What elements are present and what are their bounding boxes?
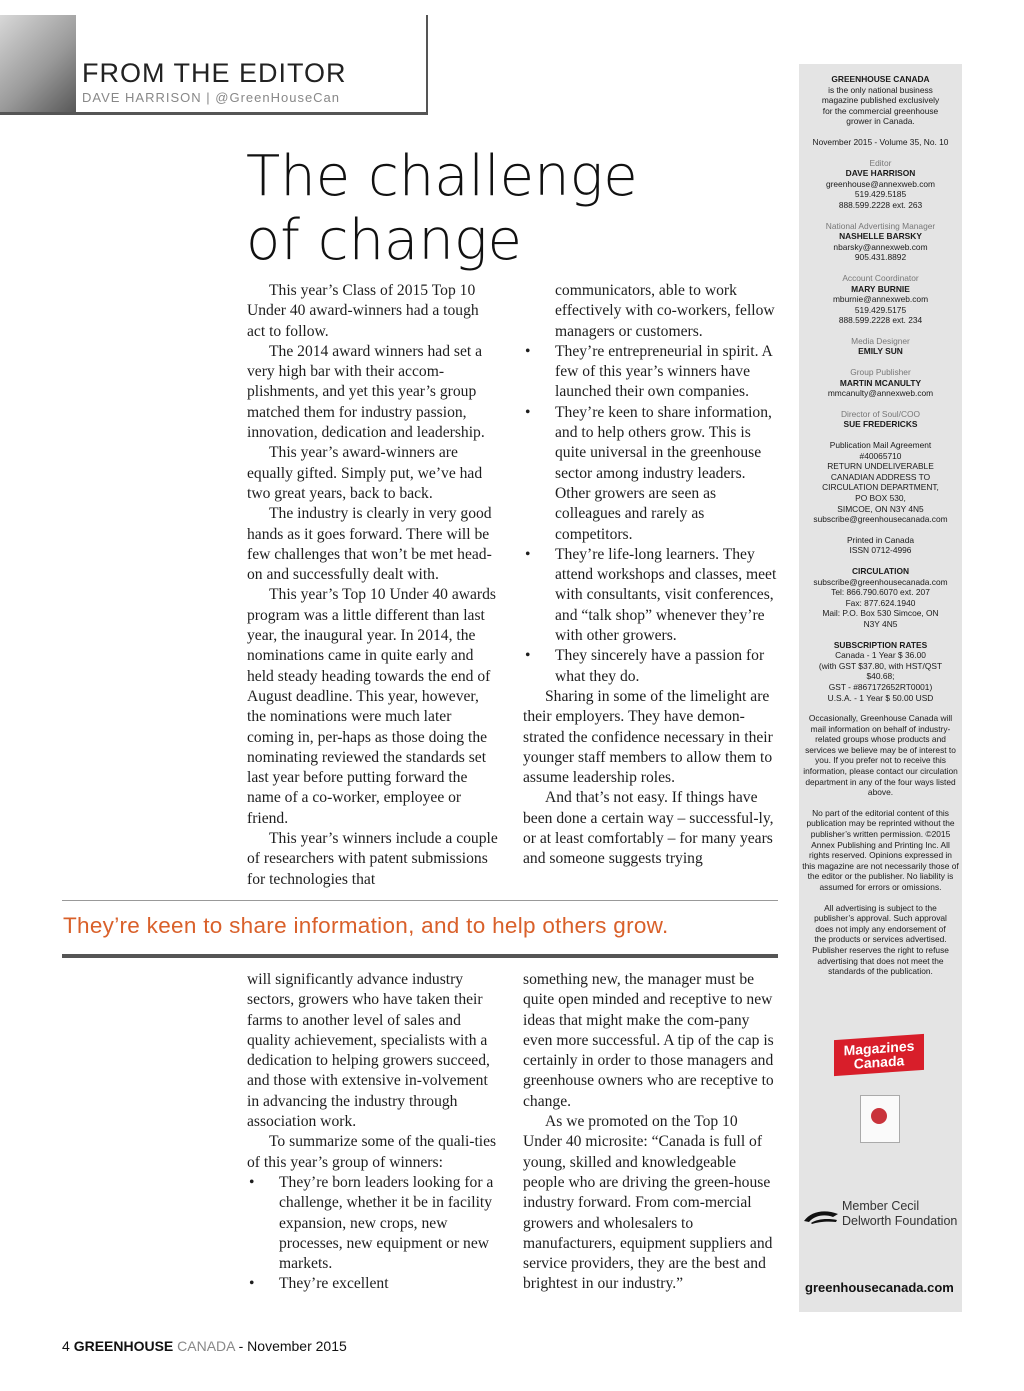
paragraph: This year’s winners include a couple of researchers with patent submissions for technologies that <box>247 830 498 888</box>
bullet-item: • They sincerely have a passion for what they do. <box>523 646 779 687</box>
paragraph: And that’s not easy. If things have been done a certain way – successful-ly, or at least comfortably – for many years and someone suggests trying <box>523 789 774 868</box>
bullet-item: • They’re life-long learners. They attend workshops and classes, meet with consultants, visit conferences, and “talk shop” whenever they’re with other growers. <box>523 545 779 646</box>
paragraph: something new, the manager must be quite open minded and receptive to new ideas that might make the com-pany even more successful. A tip of the cap is certainly in order to those managers and greenhouse owners who are receptive to change. <box>523 971 774 1110</box>
masthead-issue: November 2015 - Volume 35, No. 10 <box>812 136 949 147</box>
paragraph: As we promoted on the Top 10 Under 40 microsite: “Canada is full of young, skilled and knowledgeable people who are driving the green-house industry forward. From com-mercial growers and wholesalers to manufacturers, equipment suppliers and service providers, they are the best and brightest in our industry.” <box>523 1113 773 1293</box>
masthead-copyright: No part of the editorial content of this publication may be reprinted without the publisher’s written permission. ©2015 Annex Publishing and Printing Inc. All rights reserved. Opinions expressed in this magazine are not necessarily those of the editor or the publisher. No liability is assumed for errors or omissions. <box>802 807 959 892</box>
editor-photo <box>0 15 76 115</box>
article-column-3 <box>247 970 499 1295</box>
footer-brand: GREENHOUSE <box>73 1338 174 1354</box>
paragraph: The industry is clearly in very good hands as it goes forward. There will be few challenges that won’t be met head-on and successfully dealt with. <box>247 505 492 584</box>
pull-quote-rule-bottom <box>62 954 778 958</box>
masthead-mail-agreement: Publication Mail Agreement #40065710 RETURN UNDELIVERABLE CANADIAN ADDRESS TO CIRCULATION DEPARTMENT, PO BOX 530, SIMCOE, ON N3Y 4N5 subscribe@greenhousecanada.com <box>813 440 948 525</box>
article-column-2 <box>523 281 779 870</box>
paragraph: This year’s Class of 2015 Top 10 Under 40 award-winners had a tough act to follow. <box>247 282 479 340</box>
masthead-advertising: All advertising is subject to the publisher’s approval. Such approval does not imply any endorsement of the products or services advertised. Publisher reserves the right to refuse advertising that does not meet the standards of the publication. <box>812 902 949 977</box>
cecil-delworth-member: Member Cecil Delworth Foundation <box>842 1199 958 1228</box>
paragraph: The 2014 award winners had set a very high bar with their accom-plishments, and yet this year’s group matched them for industry passion, innovation, dedication and leadership. <box>247 342 485 442</box>
masthead-staff-account: Account Coordinator MARY BURNIE mburnie@annexweb.com 519.429.5175 888.599.2228 ext. 234 <box>832 272 929 326</box>
masthead-pub-name: GREENHOUSE CANADA <box>831 74 930 84</box>
bullet-item: • They’re entrepreneurial in spirit. A few of this year’s winners have launched their own companies. <box>523 342 779 403</box>
headline <box>246 145 766 273</box>
masthead-printed: Printed in Canada ISSN 0712-4996 <box>846 534 915 556</box>
masthead-staff-publisher: Group Publisher MARTIN MCANULTY mmcanulty@annexweb.com <box>827 367 934 399</box>
footer-issue: - November 2015 <box>238 1338 347 1354</box>
masthead-circulation: CIRCULATION subscribe@greenhousecanada.com Tel: 866.790.6070 ext. 207 Fax: 877.624.1940 Mail: P.O. Box 530 Simcoe, ON N3Y 4N5 <box>813 565 948 629</box>
magazines-canada-logo: Magazines Canada <box>834 1034 924 1076</box>
pull-quote: They’re keen to share information, and to help others grow. <box>63 913 669 938</box>
masthead-staff-editor: Editor DAVE HARRISON greenhouse@annexweb.com 519.429.5185 888.599.2228 ext. 263 <box>825 157 936 210</box>
byline: DAVE HARRISON | @GreenHouseCan <box>82 90 341 105</box>
masthead-staff-coo: Director of Soul/COO SUE FREDERICKS <box>840 408 921 430</box>
paragraph: This year’s award-winners are equally gifted. Simply put, we’ve had two great years, back to back. <box>247 444 483 502</box>
page-number: 4 <box>62 1338 70 1354</box>
pull-quote-rule-top <box>62 900 778 901</box>
flowers-canada-seal-icon <box>860 1095 900 1143</box>
masthead-pub-desc: is the only national business magazine published exclusively for the commercial greenhouse grower in Canada. <box>821 84 940 127</box>
bullet-item: • They’re excellent <box>247 1274 499 1294</box>
article-column-4 <box>523 970 779 1295</box>
header-divider <box>426 15 428 115</box>
header-rule <box>0 112 428 115</box>
masthead-staff-advertising: National Advertising Manager NASHELLE BARSKY nbarsky@annexweb.com 905.431.8892 <box>825 220 936 263</box>
article-column-1 <box>247 281 499 890</box>
bullet-item: • They’re born leaders looking for a challenge, whether it be in facility expansion, new crops, new processes, new equipment or new markets. <box>247 1173 499 1274</box>
masthead-subscription-rates: SUBSCRIPTION RATES Canada - 1 Year $ 36.00 (with GST $37.80, with HST/QST $40.68; GST - #867172652RT0001) U.S.A. - 1 Year $ 50.00 USD <box>818 639 943 703</box>
cecil-delworth-logo-icon <box>803 1207 839 1225</box>
paragraph: To summarize some of the quali-ties of this year’s group of winners: <box>247 1133 497 1171</box>
masthead-privacy: Occasionally, Greenhouse Canada will mail information on behalf of industry-related groups whose products and services we believe may be of interest to you. If you prefer not to receive this information, please contact our circulation department in any of the four ways listed above. <box>803 713 958 798</box>
headline-line: The challenge <box>246 144 638 209</box>
site-url-link[interactable]: greenhousecanada.com <box>805 1280 954 1295</box>
page-footer <box>62 1338 347 1354</box>
paragraph: will significantly advance industry sectors, growers who have taken their farms to another level of sales and quality achievement, specialists with a dedication to helping growers succeed, and those with extensive in-volvement in advancing the industry through association work. <box>247 971 490 1131</box>
headline-line: of change <box>246 208 522 273</box>
bullet-item: • They’re keen to share information, and to help others grow. This is quite universal in the greenhouse sector among industry leaders. Other growers are seen as colleagues and rarely as competitors. <box>523 403 779 545</box>
masthead-staff-designer: Media Designer EMILY SUN <box>851 335 910 357</box>
footer-brand-light: CANADA <box>177 1338 235 1354</box>
paragraph: This year’s Top 10 Under 40 awards program was a little different than last year, the inaugural year. In 2014, the nominations came in quite early and held steady heading towards the end of August deadline. This year, however, the nominations were much later coming in, per-haps as those doing the nominating reviewed the standards set last year before putting forward the name of a co-worker, employee or friend. <box>247 586 496 827</box>
column-label: FROM THE EDITOR <box>82 58 347 88</box>
paragraph: communicators, able to work effectively with co-workers, fellow managers or customers. <box>555 282 775 340</box>
paragraph: Sharing in some of the limelight are their employers. They have demon-strated the confidence necessary in their younger staff members to allow them to assume leadership roles. <box>523 687 773 787</box>
